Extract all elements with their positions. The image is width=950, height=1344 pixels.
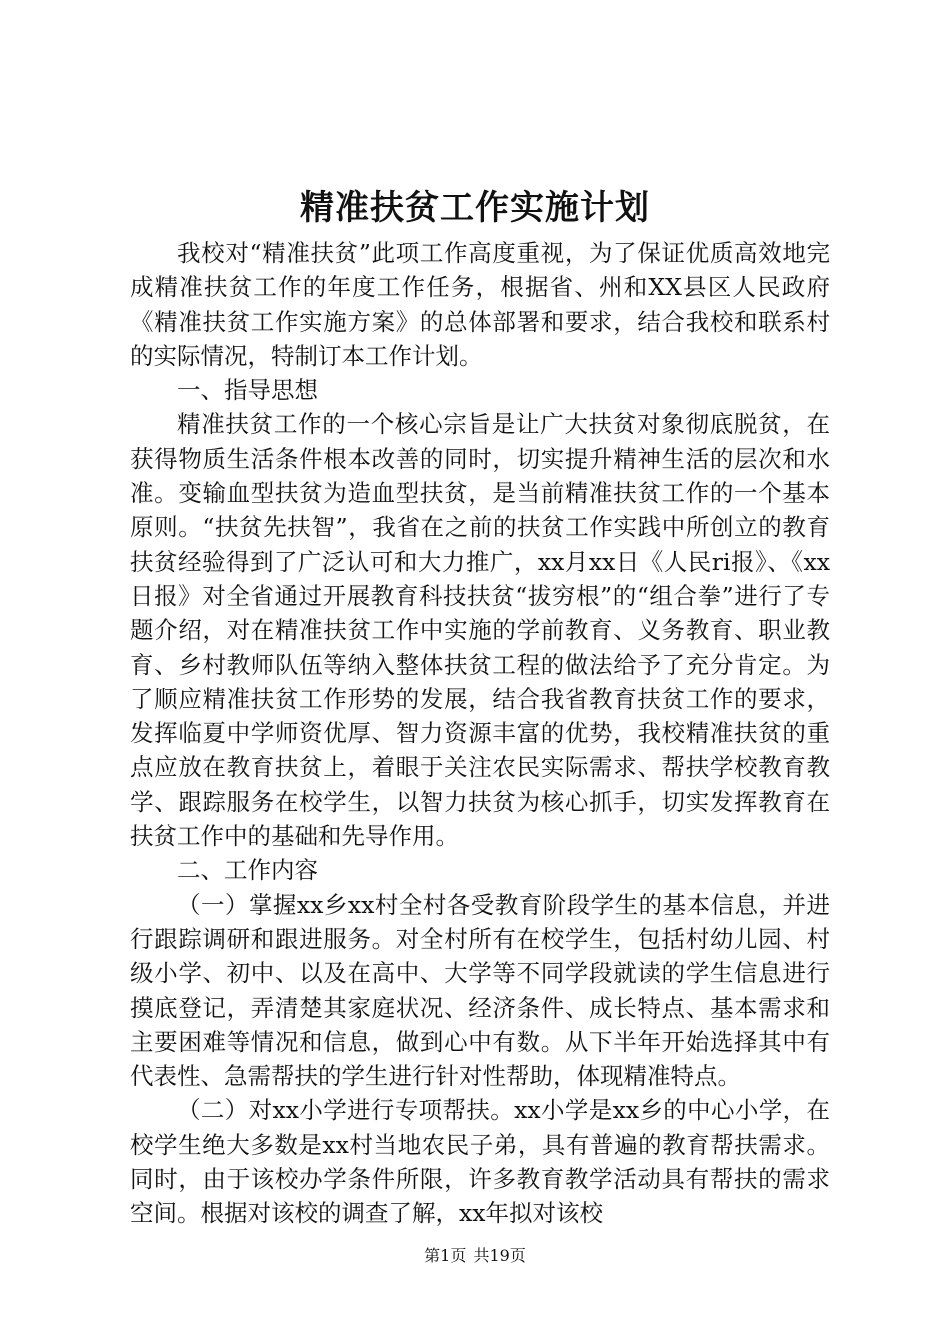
- work-item-2-paragraph: （二）对xx小学进行专项帮扶。xx小学是xx乡的中心小学，在校学生绝大多数是xx村当地农民子弟，具有普遍的教育帮扶需求。同时，由于该校办学条件所限，许多教育教学活动具有帮扶的需求空间。根据对该校的调查了解，xx年拟对该校: [130, 1096, 830, 1228]
- page-footer: [0, 1245, 950, 1267]
- section-heading-work-content: 二、工作内容: [177, 856, 318, 885]
- page-number: 第1页: [424, 1246, 467, 1265]
- intro-paragraph: 我校对“精准扶贫”此项工作高度重视，为了保证优质高效地完成精准扶贫工作的年度工作任务，根据省、州和XX县区人民政府《精准扶贫工作实施方案》的总体部署和要求，结合我校和联系村的实际情况，特制订本工作计划。: [130, 239, 830, 370]
- section-heading-guiding-thought: 一、指导思想: [177, 376, 318, 405]
- work-item-1-paragraph: （一）掌握xx乡xx村全村各受教育阶段学生的基本信息，并进行跟踪调研和跟进服务。对全村所有在校学生，包括村幼儿园、村级小学、初中、以及在高中、大学等不同学段就读的学生信息进行摸底登记，弄清楚其家庭状况、经济条件、成长特点、基本需求和主要困难等情况和信息，做到心中有数。从下半年开始选择其中有代表性、急需帮扶的学生进行针对性帮助，体现精准特点。: [130, 890, 830, 1091]
- page-total: 共19页: [473, 1246, 526, 1265]
- document-body: [130, 236, 830, 1231]
- guiding-thought-paragraph: 精准扶贫工作的一个核心宗旨是让广大扶贫对象彻底脱贫，在获得物质生活条件根本改善的同时，切实提升精神生活的层次和水准。变输血型扶贫为造血型扶贫，是当前精准扶贫工作的一个基本原则。“扶贫先扶智”，我省在之前的扶贫工作实践中所创立的教育扶贫经验得到了广泛认可和大力推广，xx月xx日《人民ri报》、《xx日报》对全省通过开展教育科技扶贫“拔穷根”的“组合拳”进行了专题介绍，对在精准扶贫工作中实施的学前教育、义务教育、职业教育、乡村教师队伍等纳入整体扶贫工程的做法给予了充分肯定。为了顺应精准扶贫工作形势的发展，结合我省教育扶贫工作的要求，发挥临夏中学师资优厚、智力资源丰富的优势，我校精准扶贫的重点应放在教育扶贫上，着眼于关注农民实际需求、帮扶学校教育教学、跟踪服务在校学生，以智力扶贫为核心抓手，切实发挥教育在扶贫工作中的基础和先导作用。: [130, 410, 830, 851]
- document-title: 精准扶贫工作实施计划: [300, 188, 650, 228]
